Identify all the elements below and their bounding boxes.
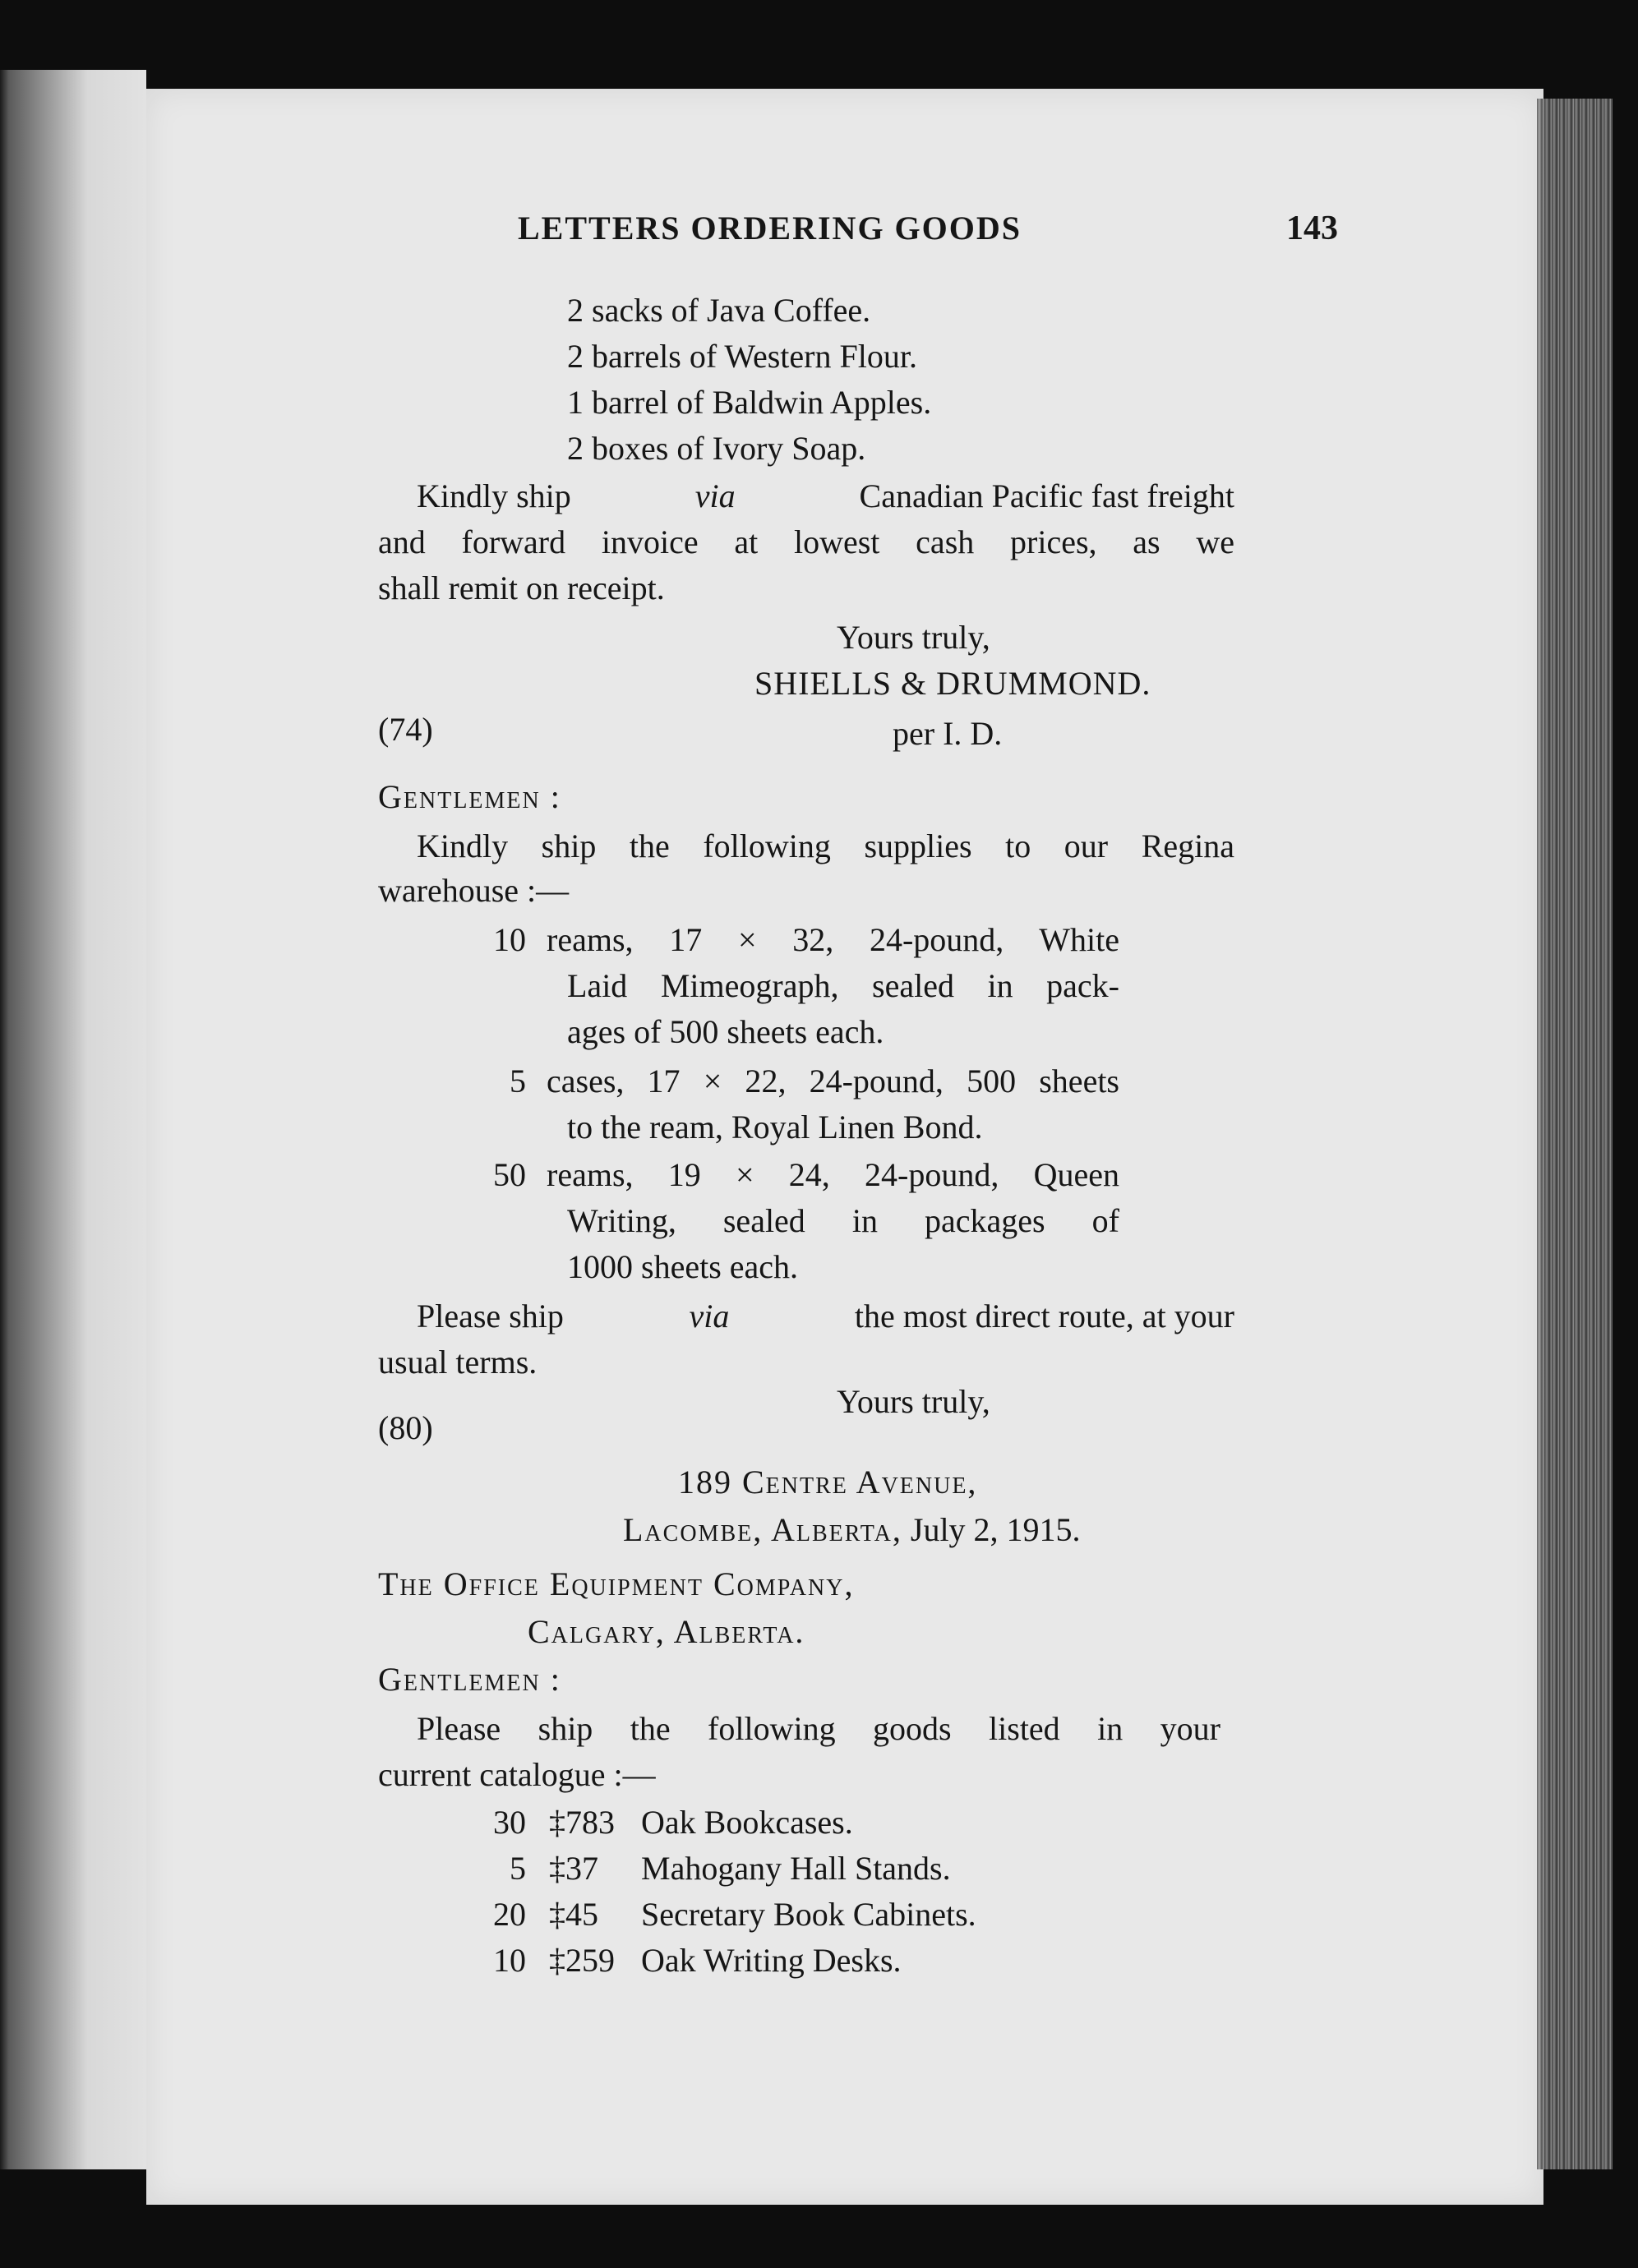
body-line-end: Canadian Pacific fast freight — [859, 477, 1234, 514]
closing: Yours truly, — [837, 619, 990, 656]
salutation: Gentlemen : — [378, 778, 561, 815]
item-description: Mahogany Hall Stands. — [641, 1850, 951, 1887]
body-line: Kindly ship the following supplies to our Regina — [417, 827, 1234, 864]
catalogue-code: ‡37 — [549, 1850, 598, 1887]
body-line — [417, 1300, 1234, 1333]
address-date-line — [623, 1511, 1081, 1548]
item-line: cases, 17 × 22, 24-pound, 500 sheets — [547, 1063, 1119, 1099]
catalogue-code: ‡259 — [549, 1942, 615, 1979]
body-line-end: the most direct route, at your — [854, 1298, 1234, 1335]
body-line: Please ship the following goods listed in your — [417, 1710, 1220, 1747]
order-item: 2 barrels of Western Flour. — [567, 338, 917, 375]
left-page-edge — [0, 70, 146, 2169]
item-line: Laid Mimeograph, sealed in pack- — [567, 967, 1119, 1004]
item-quantity: 30 — [493, 1804, 526, 1841]
item-line: ages of 500 sheets each. — [567, 1013, 884, 1050]
order-item: 2 sacks of Java Coffee. — [567, 292, 871, 329]
item-line: Writing, sealed in packages of — [567, 1202, 1119, 1239]
item-line: reams, 19 × 24, 24-pound, Queen — [547, 1156, 1119, 1193]
closing: Yours truly, — [837, 1383, 990, 1420]
item-quantity: 5 — [510, 1850, 526, 1887]
body-line: and forward invoice at lowest cash prices, as we — [378, 523, 1234, 560]
body-line: warehouse :— — [378, 872, 570, 909]
recipient-line: Calgary, Alberta. — [528, 1613, 805, 1650]
item-description: Oak Bookcases. — [641, 1804, 853, 1841]
body-line-start: Please ship — [417, 1298, 564, 1335]
item-quantity: 5 — [510, 1063, 526, 1099]
right-page-edge — [1537, 99, 1613, 2169]
catalogue-code: ‡783 — [549, 1804, 615, 1841]
signature: SHIELLS & DRUMMOND. — [754, 665, 1151, 702]
item-description: Oak Writing Desks. — [641, 1942, 902, 1979]
item-quantity: 20 — [493, 1896, 526, 1933]
letter-number: (74) — [378, 711, 433, 748]
body-line — [417, 477, 1234, 514]
body-line: current catalogue :— — [378, 1756, 656, 1793]
item-line: to the ream, Royal Linen Bond. — [567, 1109, 983, 1146]
italic-via: via — [694, 477, 736, 514]
item-quantity: 10 — [493, 1942, 526, 1979]
item-quantity: 10 — [493, 921, 526, 958]
per-initials: per I. D. — [893, 715, 1003, 752]
letter-date: July 2, 1915. — [910, 1511, 1081, 1548]
running-header: LETTERS ORDERING GOODS — [518, 210, 1022, 247]
order-item: 2 boxes of Ivory Soap. — [567, 430, 866, 467]
item-line: reams, 17 × 32, 24-pound, White — [547, 921, 1119, 958]
item-description: Secretary Book Cabinets. — [641, 1896, 976, 1933]
letter-number: (80) — [378, 1409, 433, 1446]
recipient-line: The Office Equipment Company, — [378, 1565, 855, 1602]
catalogue-code: ‡45 — [549, 1896, 598, 1933]
item-line: 1000 sheets each. — [567, 1248, 799, 1285]
body-line: usual terms. — [378, 1344, 538, 1381]
italic-via: via — [689, 1298, 730, 1335]
order-item: 1 barrel of Baldwin Apples. — [567, 384, 932, 421]
address-place: Lacombe, Alberta, — [623, 1511, 902, 1548]
item-quantity: 50 — [493, 1156, 526, 1193]
body-line-start: Kindly ship — [417, 477, 571, 514]
address-line: 189 Centre Avenue, — [678, 1464, 978, 1500]
salutation: Gentlemen : — [378, 1661, 561, 1698]
page-number: 143 — [1286, 210, 1338, 247]
body-line: shall remit on receipt. — [378, 569, 665, 606]
